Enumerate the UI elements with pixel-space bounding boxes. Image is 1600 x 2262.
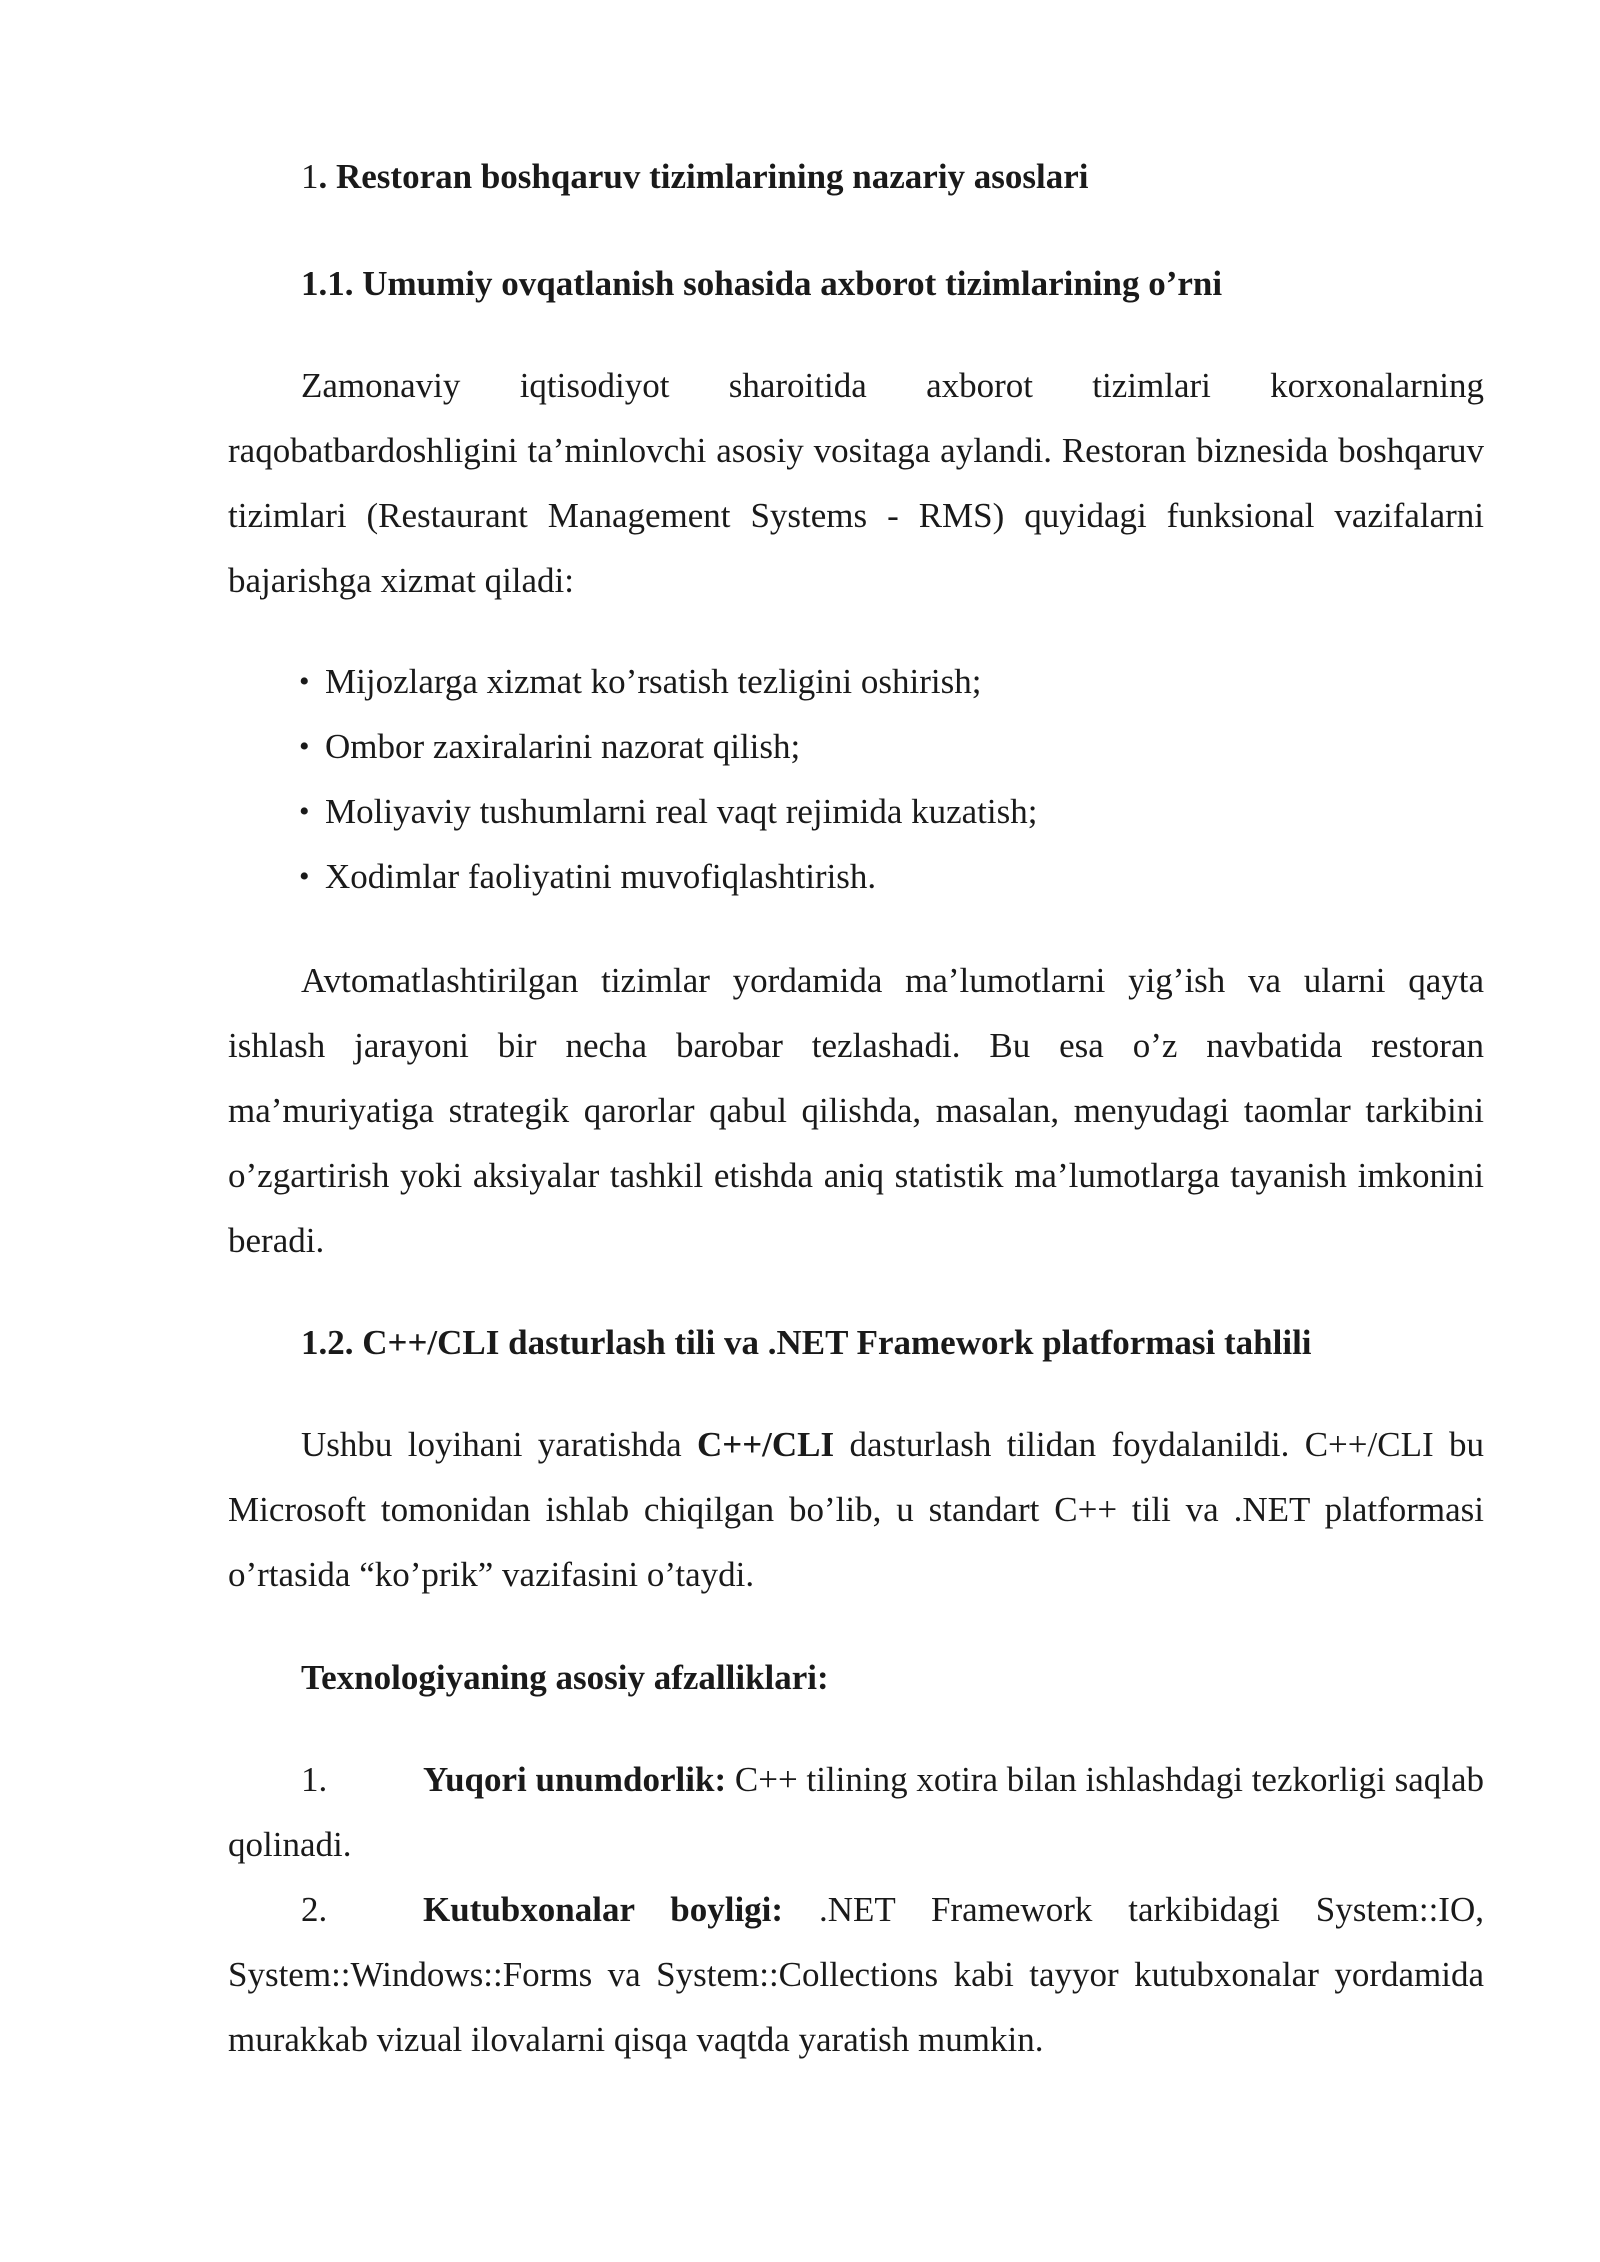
cli-term: C++/CLI (696, 1425, 835, 1464)
item-number: 2. (301, 1890, 328, 1929)
advantages-heading: Texnologiyaning asosiy afzalliklari: (301, 1658, 829, 1697)
document-page (228, 0, 1484, 2262)
bullet-icon: • (299, 795, 310, 828)
list-item: • Ombor zaxiralarini nazorat qilish; (228, 714, 1484, 779)
item-label: Kutubxonalar boyligi: (423, 1890, 784, 1929)
bullet-icon: • (299, 860, 310, 893)
conclusion-paragraph: Avtomatlashtirilgan tizimlar yordamida ma’lumotlarni yig’ish va ularni qayta ishlash jarayoni bir necha barobar tezlashadi. Bu esa o’z navbatida restoran ma’muriyatiga strategik qarorlar qabul qilishda, masalan, menyudagi taomlar tarkibini o’zgartirish yoki aksiyalar tashkil etishda aniq statistik ma’lumotlarga tayanish imkonini beradi. (228, 961, 1484, 1260)
bullet-icon: • (299, 665, 310, 698)
subsection-heading-1-1: 1.1. Umumiy ovqatlanish sohasida axborot tizimlarining o’rni (301, 264, 1223, 303)
intro-paragraph: Zamonaviy iqtisodiyot sharoitida axborot tizimlari korxonalarning raqobatbardoshligini ta’minlovchi asosiy vositaga aylandi. Restoran biznesida boshqaruv tizimlari (Restaurant Management Systems - RMS) quyidagi funksional vazifalarni bajarishga xizmat qiladi: (228, 366, 1484, 600)
section-heading: 1. Restoran boshqaruv tizimlarining nazariy asoslari (301, 157, 1089, 196)
list-item: • Moliyaviy tushumlarni real vaqt rejimida kuzatish; (228, 779, 1484, 844)
function-bullet-list (228, 649, 1484, 909)
list-item: • Xodimlar faoliyatini muvofiqlashtirish. (228, 844, 1484, 909)
item-number: 1. (301, 1760, 328, 1799)
cli-paragraph: Ushbu loyihani yaratishda C++/CLI dasturlash tilidan foydalanildi. C++/CLI bu Microsoft tomonidan ishlab chiqilgan bo’lib, u standart C++ tili va .NET platformasi o’rtasida “ko’prik” vazifasini o’taydi. (228, 1425, 1484, 1594)
item-text: C++ tilining xotira bilan ishlashdagi tezkorligi saqlab qolinadi. (228, 1760, 1484, 1864)
list-item: • Mijozlarga xizmat ko’rsatish tezligini oshirish; (228, 649, 1484, 714)
section-title: Restoran boshqaruv tizimlarining nazariy asoslari (336, 157, 1089, 196)
advantages-list (228, 1747, 1484, 2072)
item-text: .NET Framework tarkibidagi System::IO, System::Windows::Forms va System::Collections kabi tayyor kutubxonalar yordamida murakkab vizual ilovalarni qisqa vaqtda yaratish mumkin. (228, 1890, 1484, 2059)
item-label: Yuqori unumdorlik: (423, 1760, 727, 1799)
section-number: 1 (301, 157, 319, 196)
advantage-item (228, 1747, 1484, 1877)
bullet-icon: • (299, 730, 310, 763)
subsection-heading-1-2: 1.2. C++/CLI dasturlash tili va .NET Framework platformasi tahlili (301, 1323, 1312, 1362)
advantage-item (228, 1877, 1484, 2072)
